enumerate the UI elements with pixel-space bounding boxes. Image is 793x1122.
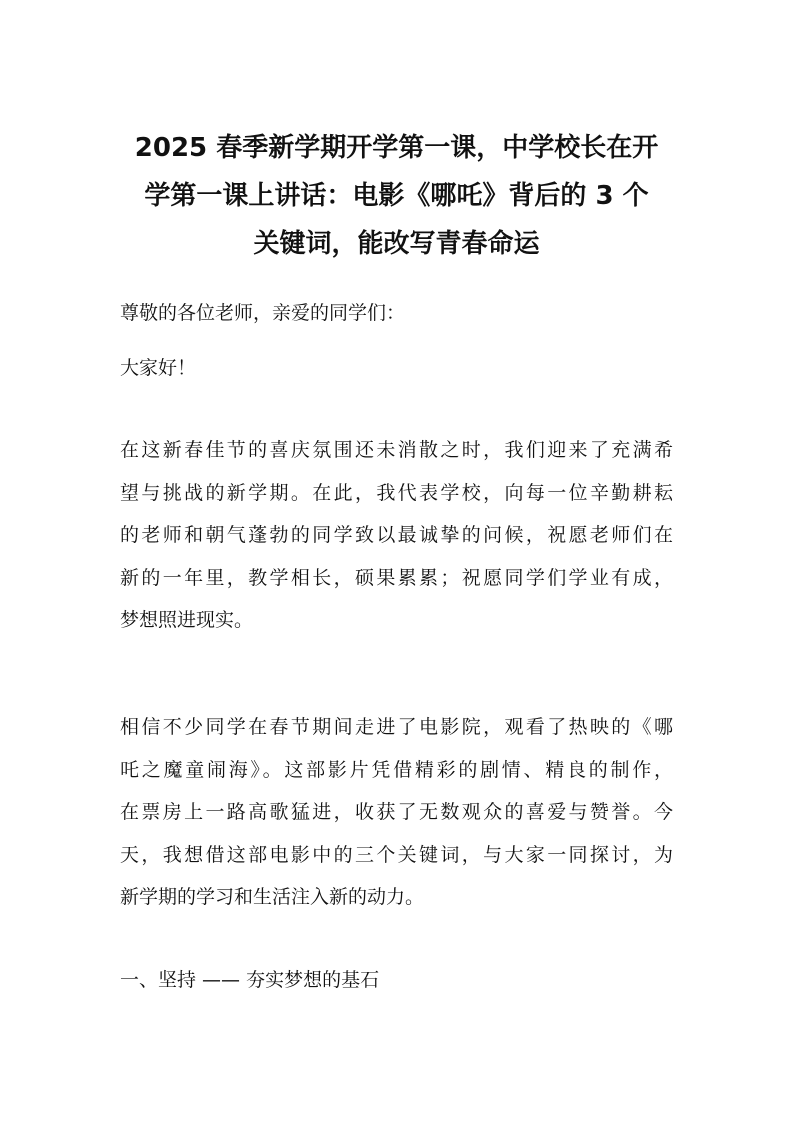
paragraph-2	[120, 706, 673, 919]
text-line: 在票房上一路高歌猛进，收获了无数观众的喜爱与赞誉。今	[120, 801, 673, 823]
text-line: 相信不少同学在春节期间走进了电影院，观看了热映的《哪	[120, 716, 673, 738]
text-line: 一、坚持 —— 夯实梦想的基石	[120, 969, 380, 991]
greeting	[120, 347, 673, 390]
text-line: 大家好！	[120, 357, 197, 379]
text-line: 吒之魔童闹海》。这部影片凭借精彩的剧情、精良的制作，	[120, 758, 673, 781]
document-title	[110, 124, 683, 268]
text-line: 在这新春佳节的喜庆氛围还未消散之时，我们迎来了充满希	[120, 439, 673, 461]
paragraph-1	[120, 429, 673, 642]
text-line: 天，我想借这部电影中的三个关键词，与大家一同探讨，为	[120, 843, 673, 866]
title-line: 2025 春季新学期开学第一课，中学校长在开	[134, 133, 659, 163]
section-heading	[120, 959, 673, 1002]
text-line: 新的一年里，教学相长，硕果累累；祝愿同学们学业有成，	[120, 566, 673, 589]
title-line: 关键词，能改写青春命运	[253, 229, 540, 259]
title-line: 学第一课上讲话：电影《哪吒》背后的 3 个	[144, 181, 649, 211]
text-line: 望与挑战的新学期。在此，我代表学校，向每一位辛勤耕耘	[120, 481, 673, 504]
text-line: 尊敬的各位老师，亲爱的同学们：	[120, 302, 406, 324]
salutation	[120, 292, 673, 335]
text-line: 梦想照进现实。	[120, 609, 254, 631]
text-line: 新学期的学习和生活注入新的动力。	[120, 886, 425, 908]
text-line: 的老师和朝气蓬勃的同学致以最诚挚的问候，祝愿老师们在	[120, 524, 673, 546]
